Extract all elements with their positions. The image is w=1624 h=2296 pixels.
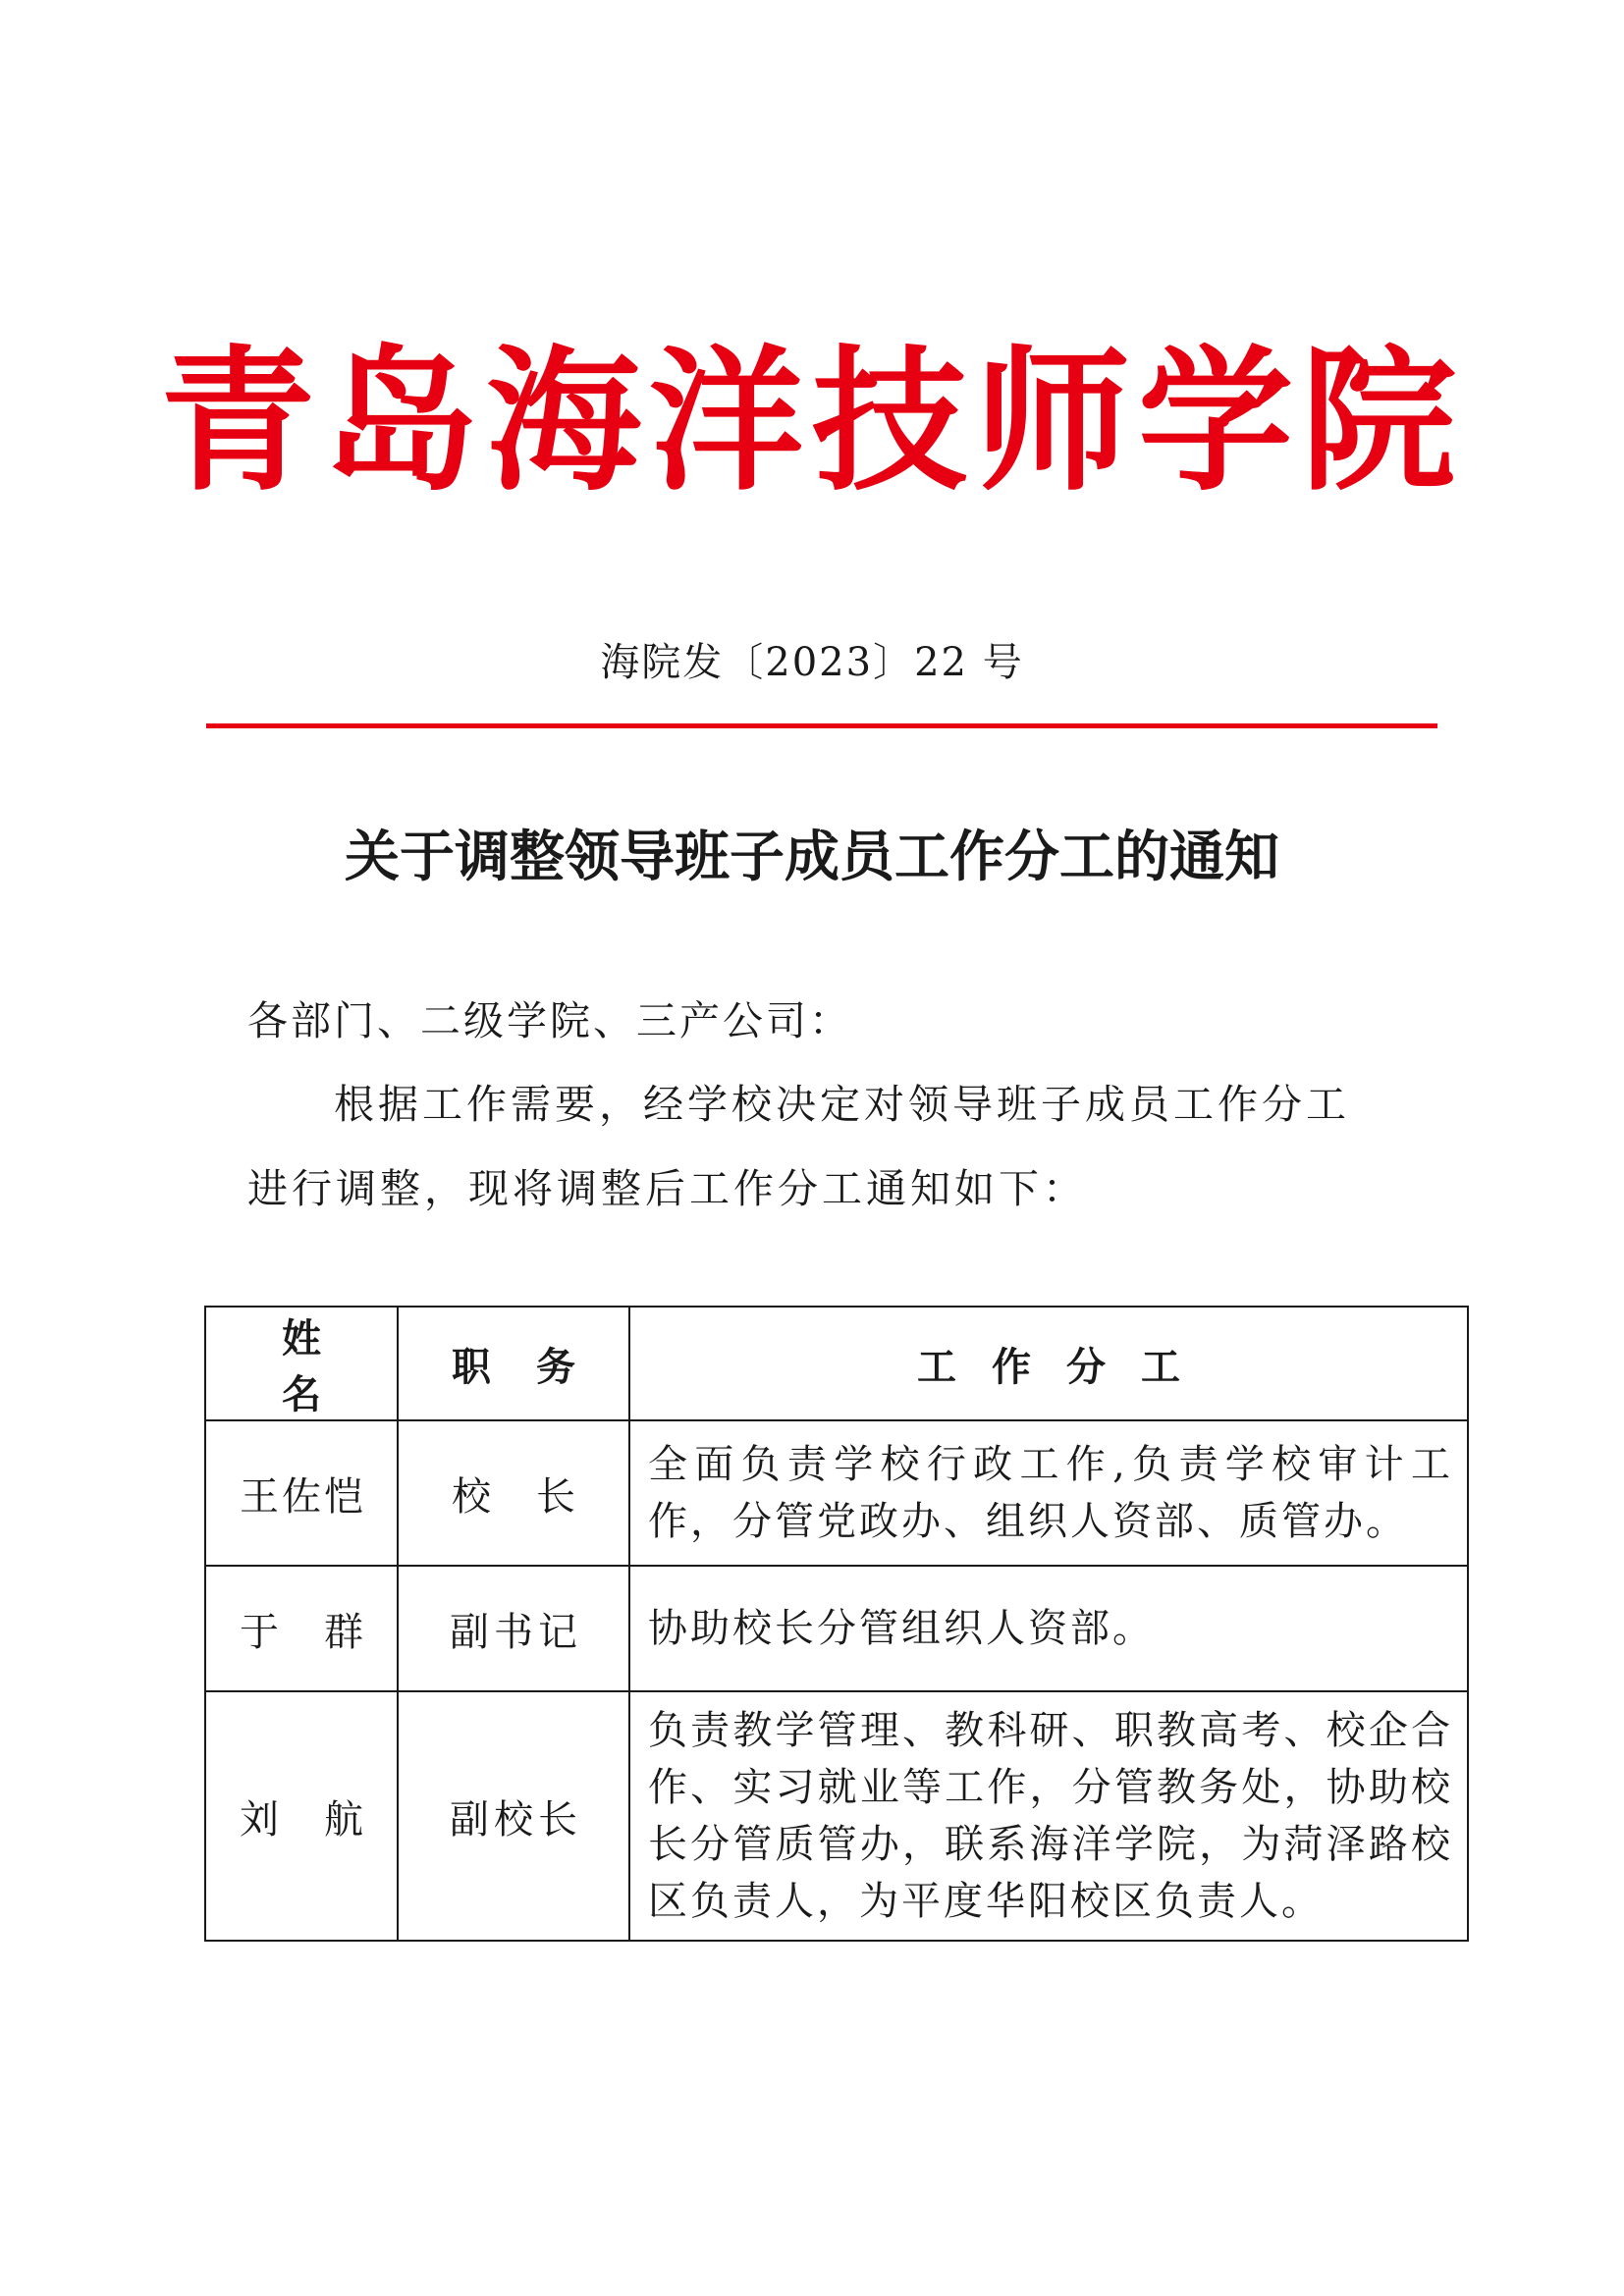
institution-masthead: 青岛海洋技师学院: [160, 332, 1464, 512]
header-position: 职务: [398, 1307, 629, 1420]
document-number: 海院发〔2023〕22 号: [600, 640, 1024, 685]
member-position: 副书记: [398, 1566, 629, 1691]
table-header-row: [205, 1307, 1468, 1420]
member-name: 刘航: [205, 1691, 398, 1941]
red-divider-line: [206, 723, 1437, 728]
salutation: 各部门、二级学院、三产公司：: [247, 997, 852, 1044]
member-duties: 负责教学管理、教科研、职教高考、校企合作、实习就业等工作，分管教务处，协助校长分管质管办，联系海洋学院，为菏泽路校区负责人，为平度华阳校区负责人。: [629, 1691, 1468, 1941]
table-row: [205, 1691, 1468, 1941]
header-name: 姓名: [205, 1307, 398, 1420]
header-duties: 工作分工: [629, 1307, 1468, 1420]
duty-assignment-table: [204, 1306, 1469, 1942]
table-row: [205, 1420, 1468, 1566]
member-name: 于群: [205, 1566, 398, 1691]
notice-title: 关于调整领导班子成员工作分工的通知: [345, 825, 1279, 889]
member-duties: 协助校长分管组织人资部。: [629, 1566, 1468, 1691]
member-position: 校长: [398, 1420, 629, 1566]
member-name: 王佐恺: [205, 1420, 398, 1566]
notice-body-paragraph: 根据工作需要，经学校决定对领导班子成员工作分工进行调整，现将调整后工作分工通知如下：: [247, 1081, 1350, 1212]
member-duties: 全面负责学校行政工作,负责学校审计工作，分管党政办、组织人资部、质管办。: [629, 1420, 1468, 1566]
member-position: 副校长: [398, 1691, 629, 1941]
table-row: [205, 1566, 1468, 1691]
